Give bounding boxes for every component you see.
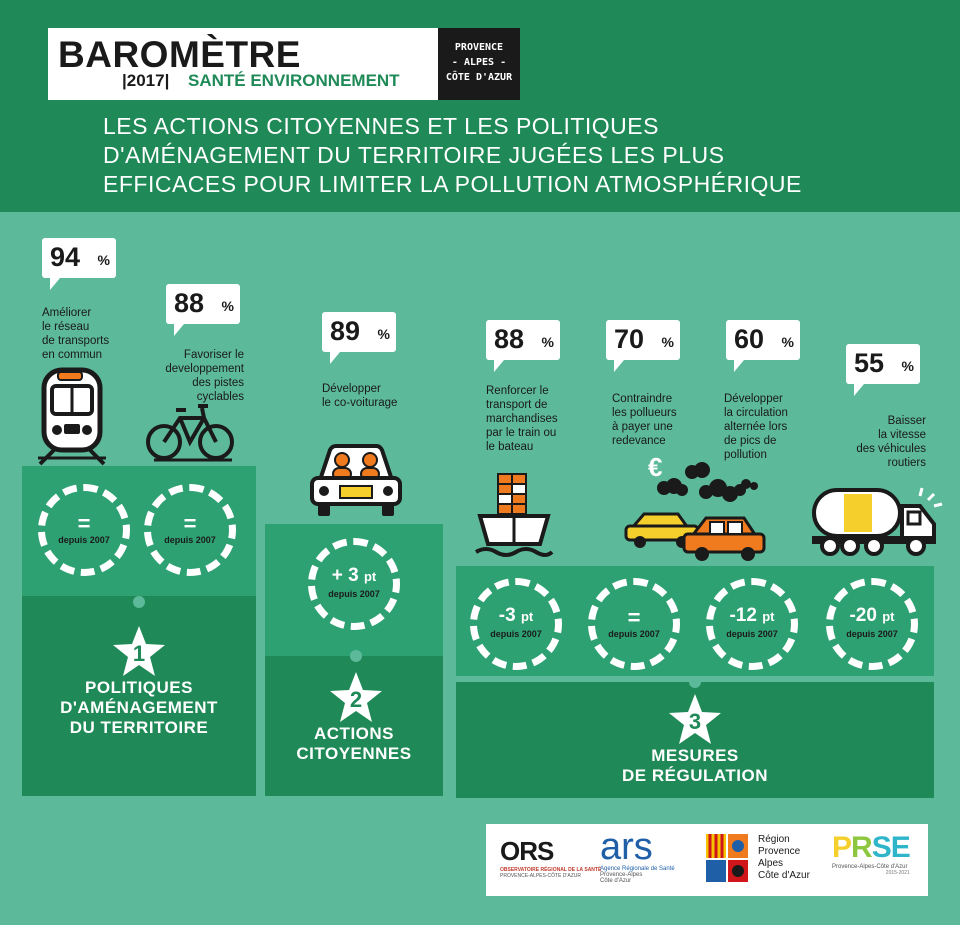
- connector-dot: [133, 596, 145, 608]
- percentage-value: 88: [494, 324, 525, 354]
- region-line: CÔTE D'AZUR: [445, 72, 513, 83]
- trend-since: depuis 2007: [608, 629, 660, 639]
- trend-value: -12 pt: [729, 605, 775, 626]
- brand-subtitle: SANTÉ ENVIRONNEMENT: [188, 71, 400, 90]
- svg-text:€: €: [648, 452, 663, 482]
- category-number: 1: [132, 641, 146, 666]
- category-star: [667, 692, 723, 748]
- trend-dial: [470, 578, 562, 670]
- page-title: [103, 112, 863, 199]
- trend-since: depuis 2007: [726, 629, 778, 639]
- partner-logos: [486, 824, 928, 896]
- title-line: EFFICACES POUR LIMITER LA POLLUTION ATMOSPHÉRIQUE: [103, 171, 802, 197]
- trend-value: -3 pt: [498, 605, 534, 626]
- region-coat-of-arms-icon: [706, 834, 748, 882]
- cargo-ship-icon: [474, 470, 554, 560]
- trend-since: depuis 2007: [164, 535, 216, 545]
- percentage-unit: %: [901, 358, 914, 374]
- category-number: 3: [688, 709, 702, 734]
- trend-value: + 3 pt: [331, 565, 377, 586]
- item-label: Contraindre les pollueurs à payer une redevance: [612, 393, 677, 447]
- percentage-bubble: [486, 320, 560, 360]
- region-logo-text: Région Provence Alpes Côte d'Azur: [758, 834, 810, 881]
- polluting-cars-icon: [620, 450, 770, 562]
- percentage-unit: %: [661, 334, 674, 350]
- item-label: Renforcer le transport de marchandises par le train ou le bateau: [486, 385, 558, 453]
- category-title: ACTIONS CITOYENNES: [296, 724, 412, 763]
- trend-since: depuis 2007: [490, 629, 542, 639]
- carpool-icon: [306, 440, 406, 520]
- percentage-bubble: [322, 312, 396, 352]
- trend-value: =: [183, 511, 197, 536]
- trend-dial: [588, 578, 680, 670]
- trend-since: depuis 2007: [58, 535, 110, 545]
- region-line: - ALPES -: [451, 57, 507, 68]
- trend-dial: [308, 538, 400, 630]
- trend-dial: [706, 578, 798, 670]
- category-star: [328, 670, 384, 726]
- trend-value: =: [627, 605, 641, 630]
- trend-dial: [38, 484, 130, 576]
- brand-year: |2017|: [122, 71, 170, 90]
- percentage-bubble: [42, 238, 116, 278]
- title-line: D'AMÉNAGEMENT DU TERRITOIRE JUGÉES LES PLUS: [103, 142, 725, 168]
- category-title: MESURES DE RÉGULATION: [622, 746, 768, 785]
- percentage-bubble: [726, 320, 800, 360]
- percentage-bubble: [846, 344, 920, 384]
- percentage-value: 89: [330, 316, 361, 346]
- trend-value: -20 pt: [849, 605, 895, 626]
- percentage-unit: %: [781, 334, 794, 350]
- percentage-unit: %: [221, 298, 234, 314]
- trend-dial: [144, 484, 236, 576]
- brand-title: BAROMÈTRE: [58, 34, 301, 75]
- percentage-value: 60: [734, 324, 765, 354]
- prse-logo: PRSE Provence-Alpes-Côte d'Azur 2015-2021: [832, 831, 910, 876]
- ars-logo: ars Agence Régionale de Santé Provence-Alpes Côte d'Azur: [600, 826, 675, 884]
- percentage-unit: %: [541, 334, 554, 350]
- category-number: 2: [349, 687, 363, 712]
- percentage-bubble: [166, 284, 240, 324]
- category-star: [111, 624, 167, 680]
- region-line: PROVENCE: [454, 42, 504, 53]
- percentage-value: 70: [614, 324, 645, 354]
- connector-dot: [689, 676, 701, 688]
- trend-since: depuis 2007: [846, 629, 898, 639]
- connector-dot: [350, 650, 362, 662]
- region-badge: [438, 28, 520, 100]
- percentage-unit: %: [377, 326, 390, 342]
- percentage-value: 55: [854, 348, 885, 378]
- item-label: Développer la circulation alternée lors de pics de pollution: [724, 393, 788, 461]
- percentage-value: 94: [50, 242, 81, 272]
- item-label: Favoriser le developpement des pistes cyclables: [165, 349, 244, 403]
- item-label: Baisser la vitesse des véhicules routiers: [856, 415, 926, 469]
- tanker-truck-icon: [808, 484, 946, 558]
- ors-logo: ORS OBSERVATOIRE RÉGIONAL DE LA SANTÉ PROVENCE-ALPES-CÔTE D'AZUR: [500, 836, 602, 879]
- title-line: LES ACTIONS CITOYENNES ET LES POLITIQUES: [103, 113, 659, 139]
- trend-value: =: [77, 511, 91, 536]
- item-label: Développer le co-voiturage: [322, 383, 398, 409]
- percentage-bubble: [606, 320, 680, 360]
- percentage-unit: %: [97, 252, 110, 268]
- percentage-value: 88: [174, 288, 205, 318]
- trend-dial: [826, 578, 918, 670]
- trend-since: depuis 2007: [328, 589, 380, 599]
- category-title: POLITIQUES D'AMÉNAGEMENT DU TERRITOIRE: [60, 678, 218, 737]
- bicycle-icon: [146, 402, 236, 462]
- train-icon: [30, 366, 114, 466]
- item-label: Améliorer le réseau de transports en commun: [42, 307, 110, 361]
